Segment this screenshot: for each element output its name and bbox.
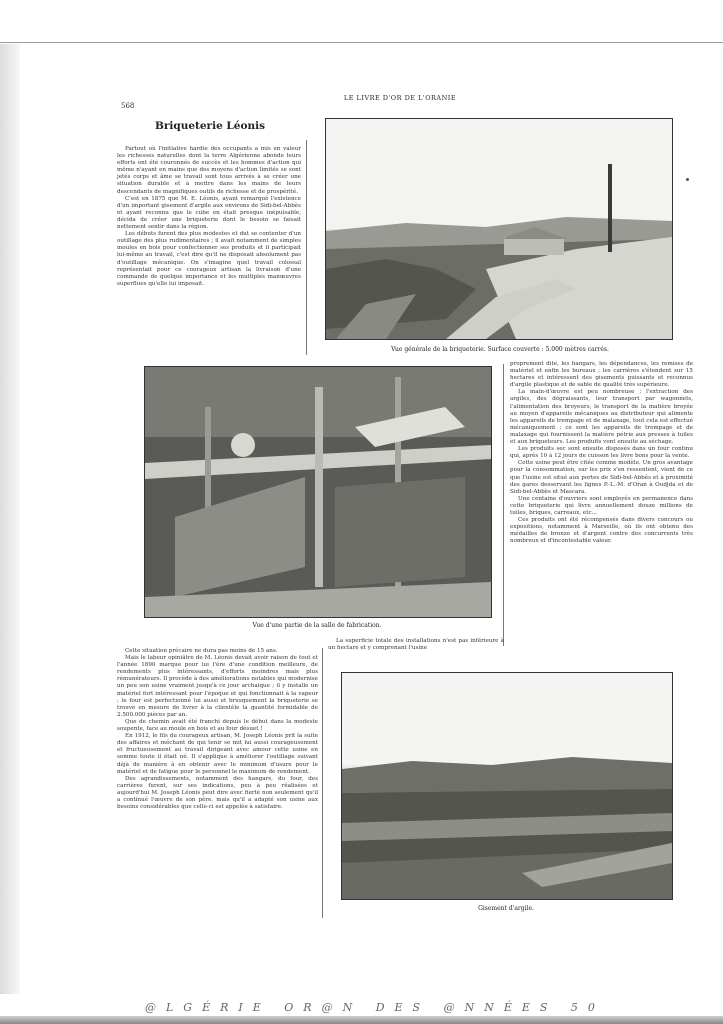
footer-watermark: @LGÉRIE OR@N DES @NNÉES 50: [145, 1001, 605, 1014]
photo-brickworks-overview: [325, 118, 673, 340]
paragraph: Les débuts furent des plus modestes et dut se contenter d'un outillage des plus rudimentaires ; il avait notamment de simples moules en bois pour confectionner ses produits et il participait lui-même au travail, c'est dire qu'il ne disposait absolument pas d'outillage mécanique. On s'imagine quel travail colossal représentait pour ce courageux artisan la livraison d'une commande de quelque importance et les multiples manœuvres superflues qu'elle lui imposait.: [117, 231, 301, 287]
scan-edge-shadow: [0, 44, 20, 994]
page-number: 568: [121, 102, 135, 110]
photo-clay-deposit: [341, 672, 673, 900]
paragraph: Partout où l'initiative hardie des occupants a mis en valeur les richesses naturelles dont la terre Algérienne abonde leurs efforts ont été couronnés de succès et les hommes d'action qui même n'ayant en mains que des moyens d'action limités se sont jetés corps et âme se travail sont tous arrivés à se créer une situation durable et à mettre dans les mains de leurs descendants de magnifiques outils de richesse et de prospérité.: [117, 146, 301, 195]
column-rule: [306, 140, 307, 355]
paragraph: Une centaine d'ouvriers sont employés en permanence dans cette briqueterie qui livre annuellement douze millions de tuiles, briques, carreaux, etc...: [510, 495, 693, 516]
paragraph: Des agrandissements, notamment des hangars, du four, des carrières furent, sur ses indications, peu à peu réalisées et aujourd'hui M. Joseph Léonis peut dire avec fierté non seulement qu'il a continué l'œuvre de son père, mais qu'il a adapté son usine aux besoins considérables que celle-ci est appelée à satisfaire.: [117, 775, 318, 811]
paragraph: La main-d'œuvre est peu nombreuse ; l'extraction des argiles, des dégraissants, leur transport par wagonnets, l'alimentation des broyeurs, le transport de la matière broyée au moyen d'appareils mécaniques au distributeur qui alimente les appareils de trempage et de malaxage, tout cela est effectué mécaniquement ; ce sont les appareils de trempage et de malaxage qui fournissent la matière pétrie aux presses à tuiles et aux briqueteurs. Les produits vont ensuite au séchage.: [510, 389, 693, 446]
running-header: LE LIVRE D'OR DE L'ORANIE: [343, 94, 457, 102]
text-left-top: [117, 146, 301, 288]
caption-middle-photo: Vue d'une partie de la salle de fabrication.: [252, 622, 382, 629]
top-rule: [0, 42, 723, 43]
column-rule: [503, 364, 504, 646]
paragraph: En 1912, le fils du courageux artisan, M. Joseph Léonis prit la suite des affaires et méchant de qui tenir se mit lui aussi courageusement et fructueusement au travail dirigeant avec amour cette usine en somme toute il était né. Il s'applique à améliorer l'outillage suivant déjà de manière à en obtenir avec le minimum d'usure pour le matériel et de fatigue pour le personnel le maximum de rendement.: [117, 733, 318, 775]
caption-top-photo: Vue générale de la briqueterie. Surface couverte : 5.000 mètres carrés.: [391, 346, 609, 353]
paragraph: Cette situation précaire ne dura pas moins de 15 ans.: [125, 648, 278, 654]
paragraph: Ces produits ont été récompensés dans divers concours ou expositions, notamment à Marseille, où ils ont obtenu des médailles de bronze et d'argent contre des concurrents très nombreux et d'incontestable valeur.: [510, 517, 693, 545]
scan-bottom-edge: [0, 1016, 723, 1024]
text-right: [510, 361, 693, 545]
paragraph: Mais le labeur opiniâtre de M. Léonis devait avoir raison de tout et l'année 1890 marque pour lui l'ère d'une condition meilleure, de rendements plus intéressants, d'efforts moindres mais plus rémunérateurs. Il procède à des améliorations notables qui modernise un peu son usine vraiment jusqu'à ce jour archaïque ; il y installe un matériel fort intéressant pour l'époque et qui fonctionnait à la vapeur ; le four est perfectionné lui aussi et brusquement la briqueterie se trouve en mesure de livrer à la clientèle la quantité formidable de 2.500.000 pièces par an.: [117, 655, 318, 718]
paragraph: Les produits sec sont ensuite disposés dans un four continu qui, après 10 à 12 jours de cuisson les livre bons pour la vente.: [510, 446, 693, 460]
scan-speck: [686, 178, 689, 181]
photo-fabrication-room: [144, 366, 492, 618]
paragraph: Que de chemin avait été franchi depuis le début dans la modeste soupente, face au moule en bois et au four désuet !: [117, 718, 318, 733]
column-rule: [322, 648, 323, 918]
article-title: Briqueterie Léonis: [154, 120, 266, 132]
text-middle-bottom: [328, 638, 504, 652]
text-left-bottom: [117, 648, 318, 811]
paragraph: La superficie totale des installations n'est pas inférieure à un hectare et y comprenant l'usine: [328, 638, 504, 652]
caption-bottom-photo: Gisement d'argile.: [478, 905, 534, 912]
paragraph: proprement dite, les hangars, les dépendances, les remises de matériel et enfin les bureaux ; les carrières s'étendent sur 15 hectares et intéressent des gisements puissants et reconnus d'argile plastique et de sable de qualité très supérieure.: [510, 361, 693, 389]
paragraph: Cette usine peut être citée comme modèle. Un gros avantage pour la consommation, sur les prix s'en ressentent, vient de ce que l'usine est situé aux portes de Sidi-bel-Abbès et à proximité des gares desservant les lignes P.-L.-M. d'Oran à Oudjda et de Sidi-bel-Abbès et Mascara.: [510, 460, 693, 495]
paragraph: C'est en 1875 que M. E. Léonis, ayant remarqué l'existence d'un important gisement d'argile aux environs de Sidi-bel-Abbès et ayant reconnu que le cube en était presque inépuisable, décida de créer une briqueterie dont le besoin se faisait nettement sentir dans la région.: [117, 195, 301, 231]
